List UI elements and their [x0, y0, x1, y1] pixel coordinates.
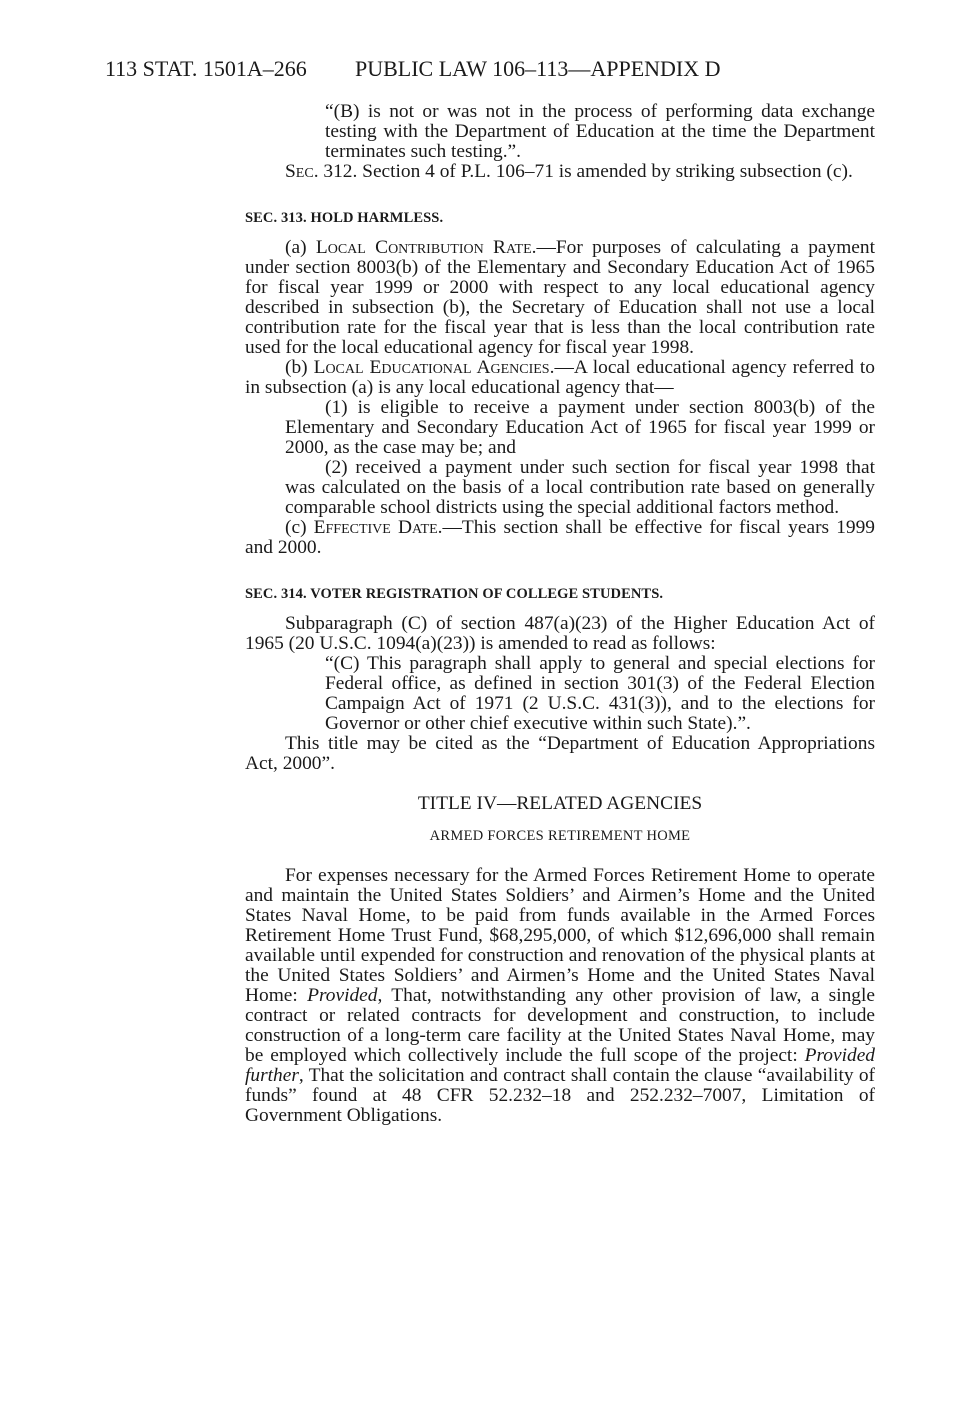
statute-citation: 113 STAT. 1501A–266: [105, 56, 307, 81]
section-314-heading: SEC. 314. VOTER REGISTRATION OF COLLEGE STUDENTS.: [245, 586, 664, 602]
appropriation-text-1: For expenses necessary for the Armed Forces Retirement Home to operate and maintain the United States Soldiers’ and Airmen’s Home and the United States Naval Home, to be paid from funds available in the Armed Forces Retirement Home Trust Fund, $68,295,000, of which $12,696,000 shall remain available until expended for construction and renovation of the physical plants at the United States Soldiers’ and Airmen’s Home and the United States Naval Home:: [245, 865, 875, 1006]
appropriation-text-3: , That the solicitation and contract shall contain the clause “availability of funds” found at 48 CFR 52.232–18 and 252.232–7007, Limitation of Government Obligations.: [245, 1065, 875, 1126]
provided-further-term: Provided further: [245, 1045, 875, 1086]
subsection-a-prefix: (a): [285, 237, 316, 258]
subsection-b: [245, 358, 875, 398]
provided-term: Provided: [307, 985, 378, 1006]
header-title: PUBLIC LAW 106–113—APPENDIX D: [355, 56, 721, 81]
subsection-b-prefix: (b): [285, 357, 314, 378]
short-title-citation: This title may be cited as the “Department of Education Appropriations Act, 2000”.: [245, 733, 875, 774]
subsection-b-text: .—A local educational agency referred to in subsection (a) is any local educational agency that—: [245, 357, 875, 398]
quoted-subparagraph-b: “(B) is not or was not in the process of performing data exchange testing with the Department of Education at the time the Department terminates such testing.”.: [325, 101, 875, 162]
appropriation-text-2: , That, notwithstanding any other provision of law, a single contract or related contracts for development and construction, to include construction of a long-term care facility at the United States Naval Home, may be employed which collectively include the full scope of the project:: [245, 985, 875, 1066]
paragraph-b2: (2) received a payment under such section for fiscal year 1998 that was calculated on the basis of a local contribution rate based on generally comparable school districts using the special additional factors method.: [285, 457, 875, 518]
appropriation-paragraph: [245, 866, 875, 1126]
section-312-text: . 312. Section 4 of P.L. 106–71 is amended by striking subsection (c).: [313, 161, 853, 182]
document-body: [245, 102, 875, 1126]
section-312: [245, 162, 875, 182]
subsection-c: [245, 518, 875, 558]
subsection-c-prefix: (c): [285, 517, 314, 538]
subsection-a-title: Local Contribution Rate: [315, 237, 532, 258]
paragraph-b1: (1) is eligible to receive a payment under section 8003(b) of the Elementary and Secondary Education Act of 1965 for fiscal year 1999 or 2000, as the case may be; and: [285, 397, 875, 458]
section-314-intro: Subparagraph (C) of section 487(a)(23) of the Higher Education Act of 1965 (20 U.S.C. 1094(a)(23)) is amended to read as follows:: [245, 613, 875, 654]
subsection-c-text: .—This section shall be effective for fiscal years 1999 and 2000.: [245, 517, 875, 558]
title-iv-heading: TITLE IV—RELATED AGENCIES: [417, 793, 703, 814]
agency-subheading: ARMED FORCES RETIREMENT HOME: [429, 828, 691, 844]
subsection-a-text: .—For purposes of calculating a payment under section 8003(b) of the Elementary and Secondary Education Act of 1965 for fiscal year 1999 or 2000 with respect to any local educational agency described in subsection (b), the Secretary of Education shall not use a local contribution rate for the fiscal year that is less than the local contribution rate used for the local educational agency for fiscal year 1998.: [245, 237, 875, 358]
subsection-c-title: Effective Date: [313, 517, 438, 538]
page-header: [105, 56, 925, 82]
section-label: Sec: [285, 161, 314, 182]
quoted-subparagraph-c: “(C) This paragraph shall apply to general and special elections for Federal office, as defined in section 301(3) of the Federal Election Campaign Act of 1971 (2 U.S.C. 431(3)), and to the elections for Governor or other chief executive within such State).”.: [325, 653, 875, 734]
subsection-b-title: Local Educational Agencies: [313, 357, 550, 378]
subsection-a: [245, 238, 875, 358]
section-313-heading: SEC. 313. HOLD HARMLESS.: [245, 210, 444, 226]
